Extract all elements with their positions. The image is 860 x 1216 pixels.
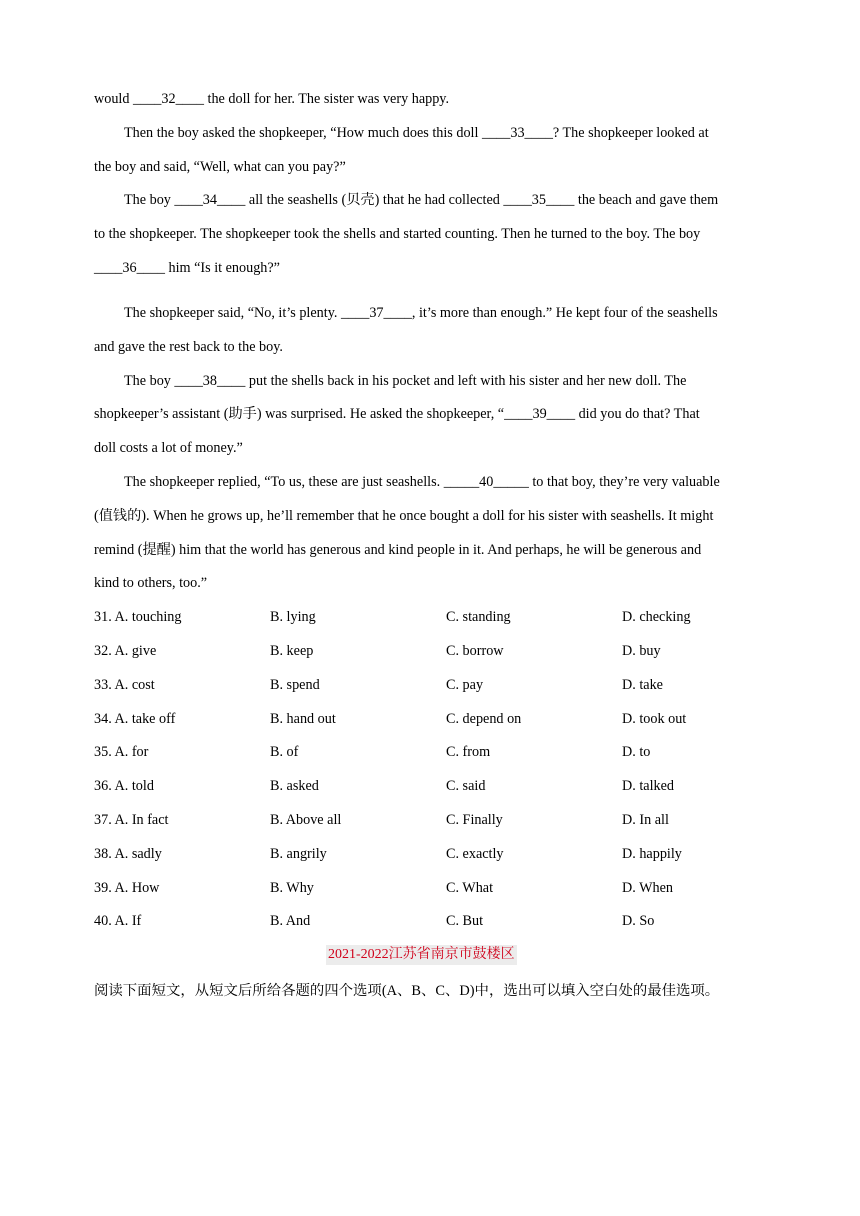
question-31-options: [94, 607, 766, 627]
option-c: C. said: [446, 778, 486, 794]
question-36-options: [94, 776, 766, 796]
option-d: D. So: [622, 913, 655, 929]
section-title: 2021-2022江苏省南京市鼓楼区: [326, 945, 517, 965]
option-c: C. But: [446, 913, 484, 929]
passage-line-9: The boy ____38____ put the shells back in his pocket and left with his sister and her new doll. The: [124, 373, 687, 389]
option-c: C. pay: [446, 677, 484, 693]
option-d: D. In all: [622, 812, 669, 828]
option-c: C. from: [446, 744, 491, 760]
option-a: 38. A. sadly: [94, 846, 162, 862]
option-b: B. Above all: [270, 812, 342, 828]
question-34-options: [94, 709, 766, 729]
passage-line-4: The boy ____34____ all the seashells (贝壳) that he had collected ____35____ the beach and gave them: [124, 192, 719, 208]
option-d: D. talked: [622, 778, 675, 794]
option-d: D. took out: [622, 711, 687, 727]
passage-line-6: ____36____ him “Is it enough?”: [94, 260, 280, 276]
option-a: 35. A. for: [94, 744, 149, 760]
option-d: D. to: [622, 744, 651, 760]
option-c: C. depend on: [446, 711, 522, 727]
option-c: C. exactly: [446, 846, 504, 862]
question-38-options: [94, 844, 766, 864]
passage-line-12: The shopkeeper replied, “To us, these are just seashells. _____40_____ to that boy, they’re very valuable: [124, 474, 720, 490]
question-33-options: [94, 675, 766, 695]
option-b: B. asked: [270, 778, 319, 794]
option-b: B. spend: [270, 677, 320, 693]
option-d: D. When: [622, 880, 673, 896]
question-35-options: [94, 742, 766, 762]
question-37-options: [94, 810, 766, 830]
option-a: 36. A. told: [94, 778, 154, 794]
passage-line-10: shopkeeper’s assistant (助手) was surprised. He asked the shopkeeper, “____39____ did you do that? That: [94, 406, 700, 422]
passage-line-3: the boy and said, “Well, what can you pay?”: [94, 159, 346, 175]
passage-line-5: to the shopkeeper. The shopkeeper took the shells and started counting. Then he turned to the boy. The boy: [94, 226, 701, 242]
passage-line-13: (值钱的). When he grows up, he’ll remember that he once bought a doll for his sister with seashells. It might: [94, 508, 714, 524]
option-c: C. Finally: [446, 812, 503, 828]
passage-line-2: Then the boy asked the shopkeeper, “How much does this doll ____33____? The shopkeeper looked at: [124, 125, 709, 141]
option-b: B. angrily: [270, 846, 327, 862]
option-a: 39. A. How: [94, 880, 160, 896]
option-d: D. buy: [622, 643, 661, 659]
option-d: D. take: [622, 677, 663, 693]
question-39-options: [94, 878, 766, 898]
option-a: 40. A. If: [94, 913, 142, 929]
option-c: C. standing: [446, 609, 511, 625]
option-b: B. hand out: [270, 711, 336, 727]
passage-line-15: kind to others, too.”: [94, 575, 208, 591]
passage-line-1: would ____32____ the doll for her. The sister was very happy.: [94, 91, 450, 107]
exercise-instruction: 阅读下面短文，从短文后所给各题的四个选项(A、B、C、D)中，选出可以填入空白处的最佳选项。: [94, 983, 720, 999]
option-a: 33. A. cost: [94, 677, 155, 693]
option-b: B. lying: [270, 609, 316, 625]
option-a: 34. A. take off: [94, 711, 176, 727]
option-d: D. happily: [622, 846, 682, 862]
passage-line-8: and gave the rest back to the boy.: [94, 339, 283, 355]
option-c: C. borrow: [446, 643, 504, 659]
passage-line-11: doll costs a lot of money.”: [94, 440, 243, 456]
passage-line-14: remind (提醒) him that the world has generous and kind people in it. And perhaps, he will be generous and: [94, 542, 702, 558]
option-b: B. of: [270, 744, 299, 760]
option-b: B. keep: [270, 643, 314, 659]
option-a: 37. A. In fact: [94, 812, 169, 828]
option-b: B. And: [270, 913, 311, 929]
option-c: C. What: [446, 880, 494, 896]
question-40-options: [94, 911, 766, 931]
option-b: B. Why: [270, 880, 314, 896]
option-d: D. checking: [622, 609, 691, 625]
option-a: 31. A. touching: [94, 609, 182, 625]
option-a: 32. A. give: [94, 643, 157, 659]
question-32-options: [94, 641, 766, 661]
passage-line-7: The shopkeeper said, “No, it’s plenty. ____37____, it’s more than enough.” He kept four of the seashells: [124, 305, 718, 321]
